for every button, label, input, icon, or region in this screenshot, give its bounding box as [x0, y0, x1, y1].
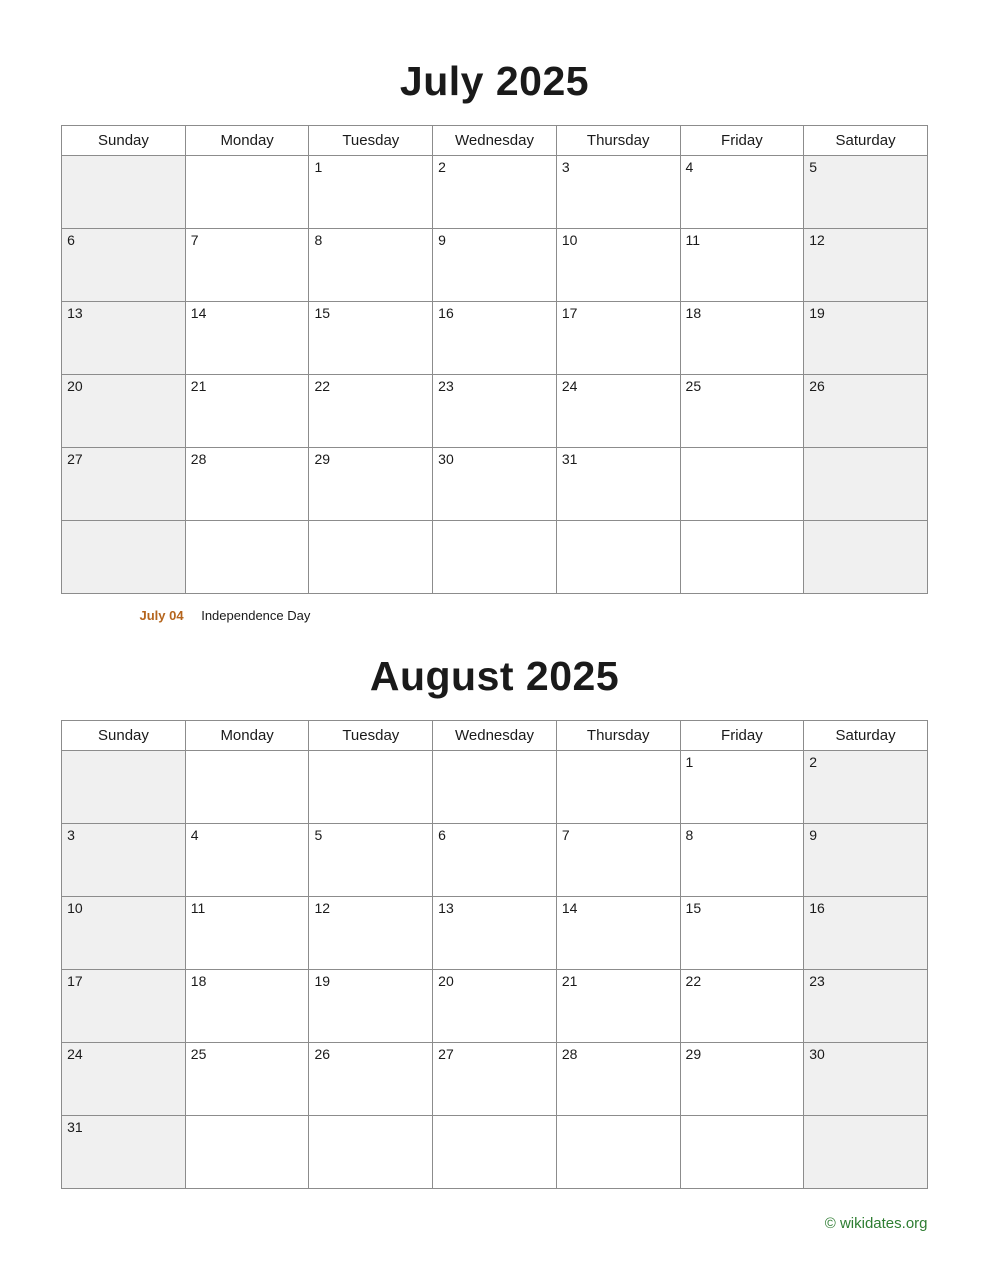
day-cell	[309, 521, 433, 594]
weekday-header-saturday: Saturday	[804, 721, 928, 751]
day-cell: 3	[556, 156, 680, 229]
day-cell	[62, 521, 186, 594]
holiday-list-july	[62, 594, 928, 623]
day-cell: 13	[433, 897, 557, 970]
day-cell: 31	[62, 1116, 186, 1189]
day-cell	[556, 1116, 680, 1189]
calendar-week-row	[62, 521, 928, 594]
day-cell: 14	[556, 897, 680, 970]
day-cell	[62, 156, 186, 229]
weekday-header-row	[62, 126, 928, 156]
day-cell: 18	[680, 302, 804, 375]
weekday-header-sunday: Sunday	[62, 721, 186, 751]
day-cell: 27	[433, 1043, 557, 1116]
weekday-header-tuesday: Tuesday	[309, 126, 433, 156]
day-cell: 6	[433, 824, 557, 897]
day-cell: 5	[804, 156, 928, 229]
day-cell: 15	[309, 302, 433, 375]
day-cell: 21	[185, 375, 309, 448]
day-cell: 25	[680, 375, 804, 448]
calendar-week-row	[62, 1116, 928, 1189]
day-cell: 31	[556, 448, 680, 521]
site-brand-link[interactable]: wikidates.org	[839, 1215, 928, 1232]
day-cell: 7	[185, 229, 309, 302]
day-cell: 12	[309, 897, 433, 970]
footer	[62, 1189, 928, 1232]
day-cell	[804, 521, 928, 594]
weekday-header-thursday: Thursday	[556, 126, 680, 156]
day-cell	[309, 751, 433, 824]
day-cell	[185, 156, 309, 229]
day-cell: 19	[804, 302, 928, 375]
day-cell: 17	[62, 970, 186, 1043]
day-cell	[804, 1116, 928, 1189]
day-cell: 9	[804, 824, 928, 897]
day-cell: 24	[556, 375, 680, 448]
day-cell: 8	[309, 229, 433, 302]
calendar-week-row	[62, 302, 928, 375]
weekday-header-row	[62, 721, 928, 751]
day-cell: 20	[433, 970, 557, 1043]
day-cell	[185, 521, 309, 594]
day-cell: 29	[309, 448, 433, 521]
day-cell	[804, 448, 928, 521]
day-cell	[309, 1116, 433, 1189]
day-cell: 15	[680, 897, 804, 970]
day-cell: 12	[804, 229, 928, 302]
day-cell: 1	[680, 751, 804, 824]
day-cell: 28	[185, 448, 309, 521]
calendar-week-row	[62, 970, 928, 1043]
day-cell	[680, 521, 804, 594]
day-cell	[433, 751, 557, 824]
day-cell: 2	[433, 156, 557, 229]
day-cell: 23	[804, 970, 928, 1043]
weekday-header-friday: Friday	[680, 721, 804, 751]
day-cell	[680, 448, 804, 521]
day-cell: 30	[433, 448, 557, 521]
day-cell: 22	[680, 970, 804, 1043]
day-cell: 10	[556, 229, 680, 302]
calendar-week-row	[62, 229, 928, 302]
day-cell: 17	[556, 302, 680, 375]
day-cell: 1	[309, 156, 433, 229]
day-cell: 25	[185, 1043, 309, 1116]
day-cell	[433, 1116, 557, 1189]
day-cell: 4	[680, 156, 804, 229]
calendar-week-row	[62, 156, 928, 229]
page-title-july: July 2025	[399, 58, 590, 104]
month-block-august	[0, 623, 989, 1189]
day-cell: 5	[309, 824, 433, 897]
weekday-header-wednesday: Wednesday	[433, 126, 557, 156]
day-cell	[556, 521, 680, 594]
page-title-august: August 2025	[369, 653, 620, 699]
day-cell: 3	[62, 824, 186, 897]
calendar-week-row	[62, 897, 928, 970]
day-cell: 9	[433, 229, 557, 302]
month-block-july	[0, 0, 989, 623]
day-cell: 28	[556, 1043, 680, 1116]
day-cell: 20	[62, 375, 186, 448]
day-cell: 7	[556, 824, 680, 897]
day-cell	[62, 751, 186, 824]
weekday-header-saturday: Saturday	[804, 126, 928, 156]
day-cell: 26	[309, 1043, 433, 1116]
weekday-header-wednesday: Wednesday	[433, 721, 557, 751]
day-cell: 27	[62, 448, 186, 521]
weekday-header-monday: Monday	[185, 721, 309, 751]
day-cell: 11	[185, 897, 309, 970]
day-cell: 24	[62, 1043, 186, 1116]
day-cell: 14	[185, 302, 309, 375]
day-cell: 10	[62, 897, 186, 970]
holiday-date: July 04	[139, 608, 184, 623]
calendar-week-row	[62, 751, 928, 824]
day-cell	[185, 1116, 309, 1189]
weekday-header-tuesday: Tuesday	[309, 721, 433, 751]
day-cell: 18	[185, 970, 309, 1043]
day-cell: 8	[680, 824, 804, 897]
day-cell	[185, 751, 309, 824]
day-cell	[680, 1116, 804, 1189]
day-cell: 4	[185, 824, 309, 897]
day-cell: 30	[804, 1043, 928, 1116]
day-cell: 22	[309, 375, 433, 448]
calendar-week-row	[62, 448, 928, 521]
day-cell: 21	[556, 970, 680, 1043]
day-cell: 19	[309, 970, 433, 1043]
day-cell: 2	[804, 751, 928, 824]
calendar-week-row	[62, 1043, 928, 1116]
holiday-name: Independence Day	[201, 608, 311, 623]
weekday-header-friday: Friday	[680, 126, 804, 156]
day-cell: 16	[433, 302, 557, 375]
calendar-week-row	[62, 824, 928, 897]
calendar-table-july	[61, 125, 928, 594]
day-cell: 16	[804, 897, 928, 970]
weekday-header-sunday: Sunday	[62, 126, 186, 156]
day-cell: 29	[680, 1043, 804, 1116]
calendar-week-row	[62, 375, 928, 448]
day-cell: 6	[62, 229, 186, 302]
copyright-symbol: ©	[824, 1215, 836, 1232]
day-cell: 11	[680, 229, 804, 302]
weekday-header-monday: Monday	[185, 126, 309, 156]
day-cell: 13	[62, 302, 186, 375]
day-cell	[556, 751, 680, 824]
calendar-table-august	[61, 720, 928, 1189]
day-cell: 26	[804, 375, 928, 448]
weekday-header-thursday: Thursday	[556, 721, 680, 751]
day-cell	[433, 521, 557, 594]
day-cell: 23	[433, 375, 557, 448]
